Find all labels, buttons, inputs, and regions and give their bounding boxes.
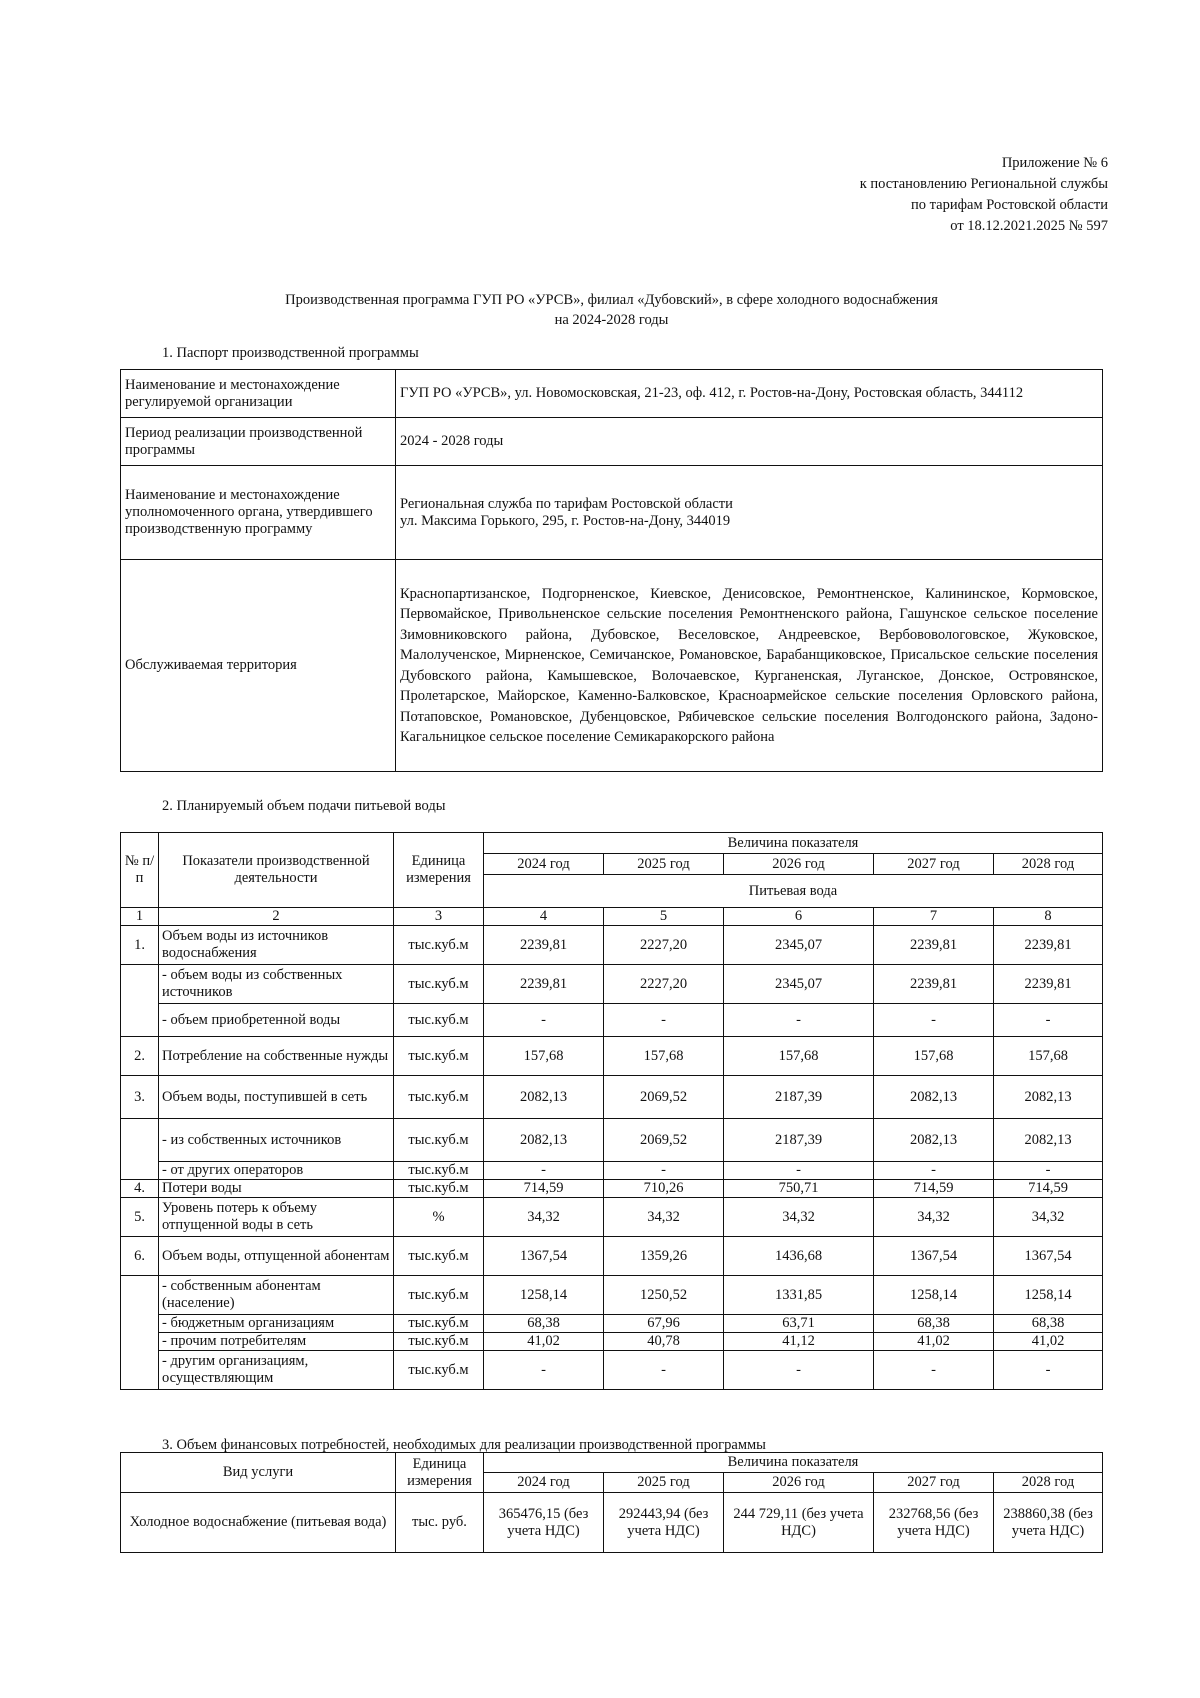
row-value: - (604, 1004, 724, 1037)
row-label: Потери воды (159, 1180, 394, 1198)
row-num (121, 1119, 159, 1180)
header-resource: Питьевая вода (484, 875, 1103, 908)
row-value: 710,26 (604, 1180, 724, 1198)
table-row (121, 560, 1103, 772)
row-value: - (484, 1004, 604, 1037)
authority-address: ул. Максима Горького, 295, г. Ростов-на-Дону, 344019 (400, 512, 731, 529)
row-value: 2239,81 (874, 965, 994, 1004)
row-unit: тыс.куб.м (394, 926, 484, 965)
row-label: Объем воды, поступившей в сеть (159, 1076, 394, 1119)
finance-table (120, 1452, 1103, 1553)
row-value: 1331,85 (724, 1276, 874, 1315)
col-number: 5 (604, 908, 724, 926)
header-unit: Единица измерения (394, 833, 484, 908)
row-value: - (724, 1351, 874, 1390)
row-unit: тыс.куб.м (394, 1333, 484, 1351)
row-unit: тыс.куб.м (394, 1276, 484, 1315)
passport-value: 2024 - 2028 годы (396, 418, 1103, 466)
row-value: 2082,13 (484, 1076, 604, 1119)
row-num: 1. (121, 926, 159, 965)
authority-name: Региональная служба по тарифам Ростовской области (400, 495, 733, 512)
row-unit: тыс.куб.м (394, 1037, 484, 1076)
row-value: - (484, 1162, 604, 1180)
passport-value (396, 466, 1103, 560)
row-value: - (724, 1004, 874, 1037)
row-value: 2345,07 (724, 926, 874, 965)
finance-value: 232768,56 (без учета НДС) (874, 1493, 994, 1553)
table-header-row (121, 833, 1103, 854)
row-unit: тыс.куб.м (394, 1162, 484, 1180)
header-num: № п/п (121, 833, 159, 908)
row-label: - из собственных источников (159, 1119, 394, 1162)
row-unit: тыс.куб.м (394, 1180, 484, 1198)
row-value: 41,02 (994, 1333, 1103, 1351)
table-row (121, 418, 1103, 466)
header-year: 2027 год (874, 854, 994, 875)
service-name: Холодное водоснабжение (питьевая вода) (121, 1493, 396, 1553)
table-row (121, 1198, 1103, 1237)
row-value: 157,68 (994, 1037, 1103, 1076)
row-num: 3. (121, 1076, 159, 1119)
row-label: - от других операторов (159, 1162, 394, 1180)
col-number: 2 (159, 908, 394, 926)
table-row (121, 1004, 1103, 1037)
row-value: 714,59 (874, 1180, 994, 1198)
row-value: 1367,54 (994, 1237, 1103, 1276)
table-row (121, 1180, 1103, 1198)
row-unit: тыс.куб.м (394, 1315, 484, 1333)
row-value: 2082,13 (874, 1119, 994, 1162)
row-value: 714,59 (994, 1180, 1103, 1198)
finance-value: 244 729,11 (без учета НДС) (724, 1493, 874, 1553)
row-value: 34,32 (724, 1198, 874, 1237)
row-value: 1359,26 (604, 1237, 724, 1276)
row-label: Уровень потерь к объему отпущенной воды в сеть (159, 1198, 394, 1237)
table-row (121, 1237, 1103, 1276)
row-num: 6. (121, 1237, 159, 1276)
row-value: 2239,81 (484, 965, 604, 1004)
row-value: 2239,81 (994, 965, 1103, 1004)
row-value: 157,68 (874, 1037, 994, 1076)
row-label: Объем воды из источников водоснабжения (159, 926, 394, 965)
row-num: 5. (121, 1198, 159, 1237)
service-unit: тыс. руб. (396, 1493, 484, 1553)
row-value: 41,02 (484, 1333, 604, 1351)
appendix-date: от 18.12.2021.2025 № 597 (950, 218, 1108, 234)
section2-title: 2. Планируемый объем подачи питьевой воды (162, 798, 446, 814)
header-year: 2024 год (484, 1473, 604, 1493)
row-value: 34,32 (994, 1198, 1103, 1237)
row-value: 2082,13 (994, 1119, 1103, 1162)
row-value: 750,71 (724, 1180, 874, 1198)
row-unit: тыс.куб.м (394, 965, 484, 1004)
row-value: 1367,54 (484, 1237, 604, 1276)
row-value: - (604, 1162, 724, 1180)
col-number: 8 (994, 908, 1103, 926)
row-value: - (874, 1162, 994, 1180)
table-row (121, 1076, 1103, 1119)
document-title (120, 290, 1103, 330)
row-value: 68,38 (484, 1315, 604, 1333)
table-row (121, 1119, 1103, 1162)
table-header-row (121, 1453, 1103, 1473)
header-year: 2028 год (994, 1473, 1103, 1493)
finance-value: 238860,38 (без учета НДС) (994, 1493, 1103, 1553)
row-value: 2187,39 (724, 1076, 874, 1119)
row-label: Потребление на собственные нужды (159, 1037, 394, 1076)
row-value: 2239,81 (994, 926, 1103, 965)
row-value: 68,38 (994, 1315, 1103, 1333)
row-unit: тыс.куб.м (394, 1119, 484, 1162)
appendix-decree: к постановлению Региональной службы (859, 176, 1108, 192)
row-value: 1258,14 (874, 1276, 994, 1315)
row-unit: тыс.куб.м (394, 1004, 484, 1037)
row-num: 2. (121, 1037, 159, 1076)
row-unit: тыс.куб.м (394, 1237, 484, 1276)
row-value: 34,32 (484, 1198, 604, 1237)
passport-label: Обслуживаемая территория (121, 560, 396, 772)
row-value: 1436,68 (724, 1237, 874, 1276)
header-unit: Единица измерения (396, 1453, 484, 1493)
header-year: 2025 год (604, 1473, 724, 1493)
row-value: 63,71 (724, 1315, 874, 1333)
row-unit: тыс.куб.м (394, 1351, 484, 1390)
row-value: 40,78 (604, 1333, 724, 1351)
document-title-line2: на 2024-2028 годы (554, 312, 669, 328)
table-row (121, 1351, 1103, 1390)
col-number: 1 (121, 908, 159, 926)
table-row (121, 1037, 1103, 1076)
row-value: 2069,52 (604, 1076, 724, 1119)
section3-title: 3. Объем финансовых потребностей, необходимых для реализации производственной программы (162, 1437, 766, 1453)
row-value: 2239,81 (484, 926, 604, 965)
row-num (121, 1276, 159, 1390)
header-year: 2024 год (484, 854, 604, 875)
row-label: - объем приобретенной воды (159, 1004, 394, 1037)
col-number: 6 (724, 908, 874, 926)
row-value: - (484, 1351, 604, 1390)
row-value: 2082,13 (994, 1076, 1103, 1119)
passport-label: Период реализации производственной программы (121, 418, 396, 466)
row-value: - (994, 1351, 1103, 1390)
passport-label: Наименование и местонахождение уполномоченного органа, утвердившего производственную программу (121, 466, 396, 560)
row-value: 2082,13 (874, 1076, 994, 1119)
row-value: - (724, 1162, 874, 1180)
document-title-line1: Производственная программа ГУП РО «УРСВ», филиал «Дубовский», в сфере холодного водоснабжения (285, 292, 938, 308)
row-value: 1258,14 (994, 1276, 1103, 1315)
appendix-number: Приложение № 6 (1001, 155, 1108, 171)
row-value: - (874, 1004, 994, 1037)
row-value: 41,12 (724, 1333, 874, 1351)
row-value: 157,68 (604, 1037, 724, 1076)
row-value: - (874, 1351, 994, 1390)
header-year: 2028 год (994, 854, 1103, 875)
row-label: - собственным абонентам (население) (159, 1276, 394, 1315)
header-year: 2025 год (604, 854, 724, 875)
row-value: 67,96 (604, 1315, 724, 1333)
table-row (121, 1493, 1103, 1553)
header-indicator: Показатели производственной деятельности (159, 833, 394, 908)
table-row (121, 1162, 1103, 1180)
col-number: 7 (874, 908, 994, 926)
appendix-authority: по тарифам Ростовской области (911, 197, 1108, 213)
row-value: 41,02 (874, 1333, 994, 1351)
table-row (121, 965, 1103, 1004)
header-year: 2026 год (724, 1473, 874, 1493)
row-num (121, 965, 159, 1037)
finance-value: 365476,15 (без учета НДС) (484, 1493, 604, 1553)
passport-value: ГУП РО «УРСВ», ул. Новомосковская, 21-23, оф. 412, г. Ростов-на-Дону, Ростовская область, 344112 (396, 370, 1103, 418)
row-value: 2082,13 (484, 1119, 604, 1162)
water-volume-table (120, 832, 1103, 1390)
col-number: 4 (484, 908, 604, 926)
passport-table (120, 369, 1103, 772)
row-value: 2069,52 (604, 1119, 724, 1162)
row-value: 68,38 (874, 1315, 994, 1333)
table-row (121, 1276, 1103, 1315)
passport-label: Наименование и местонахождение регулируемой организации (121, 370, 396, 418)
table-row (121, 1315, 1103, 1333)
row-value: 2345,07 (724, 965, 874, 1004)
row-value: 2227,20 (604, 926, 724, 965)
row-label: - бюджетным организациям (159, 1315, 394, 1333)
header-service: Вид услуги (121, 1453, 396, 1493)
row-value: 34,32 (874, 1198, 994, 1237)
table-row (121, 466, 1103, 560)
header-year: 2026 год (724, 854, 874, 875)
section1-title: 1. Паспорт производственной программы (162, 345, 419, 361)
header-year: 2027 год (874, 1473, 994, 1493)
passport-value: Краснопартизанское, Подгорненское, Киевское, Денисовское, Ремонтненское, Калининское, Кормовское, Первомайское, Привольненское сельские поселения Ремонтненского района, Гашунское сельское поселение Зимовниковского района, Дубовское, Веселовское, Андреевское, Вербововологовское, Жуковское, Малолученское, Мирненское, Семичанское, Романовское, Барабанщиковское, Присальское сельские поселения Дубовского района, Камышевское, Волочаевское, Курганенская, Луганское, Донское, Островянское, Пролетарское, Майорское, Каменно-Балковское, Красноармейское сельские поселения Орловского района, Потаповское, Романовское, Дубенцовское, Рябичевское сельские поселения Волгодонского района, Задоно-Кагальницкое сельское поселение Семикаракорского района (396, 560, 1103, 772)
header-value: Величина показателя (484, 1453, 1103, 1473)
row-unit: % (394, 1198, 484, 1237)
row-num: 4. (121, 1180, 159, 1198)
row-label: - объем воды из собственных источников (159, 965, 394, 1004)
row-value: 157,68 (484, 1037, 604, 1076)
table-header-row (121, 908, 1103, 926)
row-value: 34,32 (604, 1198, 724, 1237)
row-value: - (994, 1004, 1103, 1037)
row-value: 157,68 (724, 1037, 874, 1076)
row-unit: тыс.куб.м (394, 1076, 484, 1119)
row-value: 2187,39 (724, 1119, 874, 1162)
row-value: - (604, 1351, 724, 1390)
row-value: 1367,54 (874, 1237, 994, 1276)
header-value: Величина показателя (484, 833, 1103, 854)
table-row (121, 370, 1103, 418)
row-value: 2227,20 (604, 965, 724, 1004)
row-label: - прочим потребителям (159, 1333, 394, 1351)
appendix-header (688, 153, 1108, 237)
row-label: Объем воды, отпущенной абонентам (159, 1237, 394, 1276)
row-value: 1250,52 (604, 1276, 724, 1315)
table-row (121, 926, 1103, 965)
row-value: 714,59 (484, 1180, 604, 1198)
row-value: 2239,81 (874, 926, 994, 965)
row-value: - (994, 1162, 1103, 1180)
row-label: - другим организациям, осуществляющим (159, 1351, 394, 1390)
table-row (121, 1333, 1103, 1351)
row-value: 1258,14 (484, 1276, 604, 1315)
finance-value: 292443,94 (без учета НДС) (604, 1493, 724, 1553)
col-number: 3 (394, 908, 484, 926)
